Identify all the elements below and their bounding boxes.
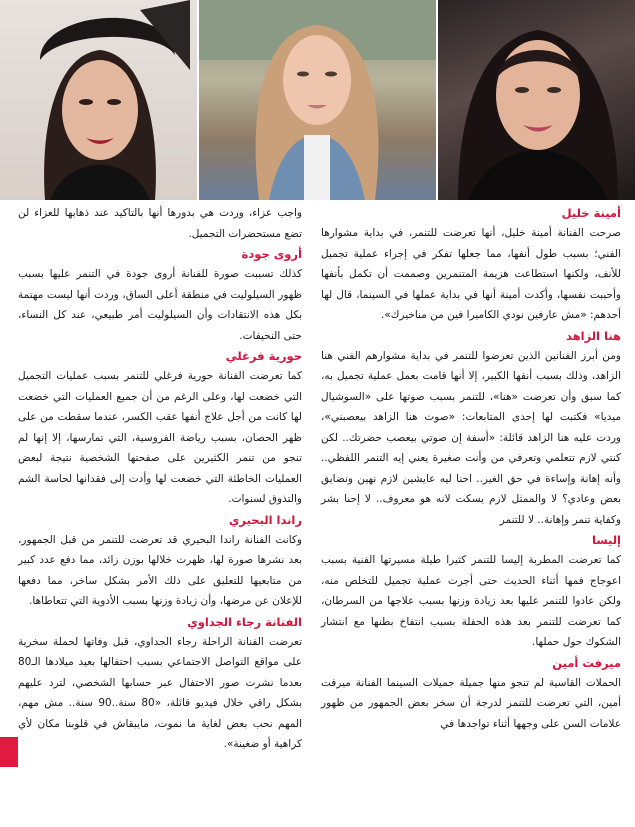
photo-arwa-gouda [199, 0, 436, 200]
section-paragraph: صرحت الفنانة أمينة خليل، أنها تعرضت للتنمر، في بداية مشوارها الفني؛ بسبب طول أنفها، مما جعلها تفكر في إجراء عملية تجميل للأنف، ولكنها استطاعت هزيمة المتنمرين وصممت أن تكمل بأنفها وأحببت نفسها، وأكدت أمينة أنها في بداية عملها في السينما، قال لها أحدهم: «مش عارفين نودي الكاميرا فين من مناخيرك». [321, 227, 621, 321]
section-heading: إليسا [592, 533, 621, 547]
section-paragraph: الحملات القاسية لم تنجو منها جميلة جميلات السينما الفنانة ميرفت أمين، التي تعرضت للتنمر لدرجة أن سخر بعض الجمهور من ظهور علامات السن على وجهها أثناء تواجدها في [321, 676, 621, 730]
section-paragraph: واجب عزاء، وردت هي بدورها أنها بالتاكيد عند ذهابها للعزاء لن تضع مستحضرات التجميل. [18, 207, 302, 240]
section-heading: حورية فرغلي [225, 349, 302, 363]
section-paragraph: وكانت الفنانة راندا البحيري قد تعرضت للتنمر من قبل الجمهور، بعد نشرها صورة لها، ظهرت خلالها بوزن زائد، مما دفع عدد كبير من متابعيها للتعليق على ذلك الأمر بشكل ساخر، مما دفعها للإعلان عن مرضها، وأن زيادة وزنها بسبب الأدوية التي تتعاطاها. [18, 533, 302, 607]
photo-strip [0, 0, 635, 200]
section-paragraph: كما تعرضت المطربة إليسا للتنمر كثيرا طيلة مسيرتها الفنية بسبب اعوجاج فمها أثناء الحديث حتى أجرت عملية تجميل للتخلص منه، ولكن عادوا للتنمر عليها بعد زيادة وزنها بسبب علاجها من السرطان، كما تعرضت للتنمر بعد هذه الحفلة بسبب انتفاخ بطنها مع انتشار الشكوك حول حملها. [321, 554, 621, 648]
section-heading: أروى جودة [241, 247, 302, 261]
section-heading: راندا البحيري [228, 512, 302, 527]
section-paragraph: ومن أبرز الفنانين الذين تعرضوا للتنمر في بداية مشوارهم الفني هنا الزاهد، وذلك بسبب أنفها الكبير، إلا أنها قامت بعمل عملية تجميل به، كما سبق وأن تعرضت «هنا»، للتنمر بسبب صوتها على «السوشيال ميديا» فكتبت لها إحدى المتابعات: «صوت هنا الزاهد بيعصبني»، وردت عليه هنا الزاهد قائلة: «أسفة إن صوتي بيعصب حضرتك.. لكن كنتي لازم تتعلمي وتعرفي من وأنت صغيرة يعني إيه التنمر اللفظي.. وأنه إهانة وإساءة في حق الغير.. احنا ليه عايشين لازم نهين ونضايق بعض وعادي؟ لا والممثل لازم يسكت لانه هو معروف.. لا إحنا بشر وكفاية تنمر وإهانة.. لا للتنمر [321, 349, 621, 526]
article-column-right [321, 203, 621, 734]
section-heading: ميرفت أمين [552, 655, 621, 670]
article-column-left [18, 203, 302, 755]
section-paragraph: كما تعرضت الفنانة حورية فرغلي للتنمر بسبب عمليات التجميل التي خضعت لها، وعلى الرغم من أن جميع العمليات التي خضعت لها كانت من أجل علاج أنفها عقب الكسر، عندما سقطت من على ظهر الحصان، بسبب رياضة الفروسية، التي تمارسها، إلا إنها لم تنجو من تنمر الكثيرين على صفحتها الشخصية نتيجة لبعض العمليات الخاطئة التي خضعت لها وأدت إلى فقدانها لحاسة الشم والتذوق لسنوات. [18, 370, 302, 505]
section-heading: الفنانة رجاء الجداوي [187, 614, 302, 629]
section-heading: أمينة خليل [561, 206, 621, 220]
section-paragraph: كذلك تسببت صورة للفنانة أروى جودة في التنمر عليها بسبب ظهور السيلوليت في منطقة أعلى الساق، وردت أنها ليست مهتمة بكل هذه الانتقادات وأن السيلوليت أمر طبيعي، عند كل النساء، حتى النحيفات. [18, 268, 302, 342]
section-heading: هنا الزاهد [566, 328, 621, 343]
photo-amina-khalil [438, 0, 635, 200]
photo-randa-el-behery [0, 0, 197, 200]
page-accent-bar [0, 737, 18, 767]
section-paragraph: تعرضت الفنانة الراحلة رجاء الجداوي، قبل وفاتها لحملة سخرية على مواقع التواصل الاجتماعي بسبب احتفالها بعيد ميلادها الـ80 بعدما نشرت صور الاحتفال عبر حسابها الشخصي، لترد عليهم بشكل راقي خلال فيديو قائلة، «80 سنة..90 سنة.. مش مهم، المهم نحب بعض لغاية ما نموت، مايبقاش في قلوبنا مكان لأي كراهية أو ضغينة». [18, 635, 302, 750]
